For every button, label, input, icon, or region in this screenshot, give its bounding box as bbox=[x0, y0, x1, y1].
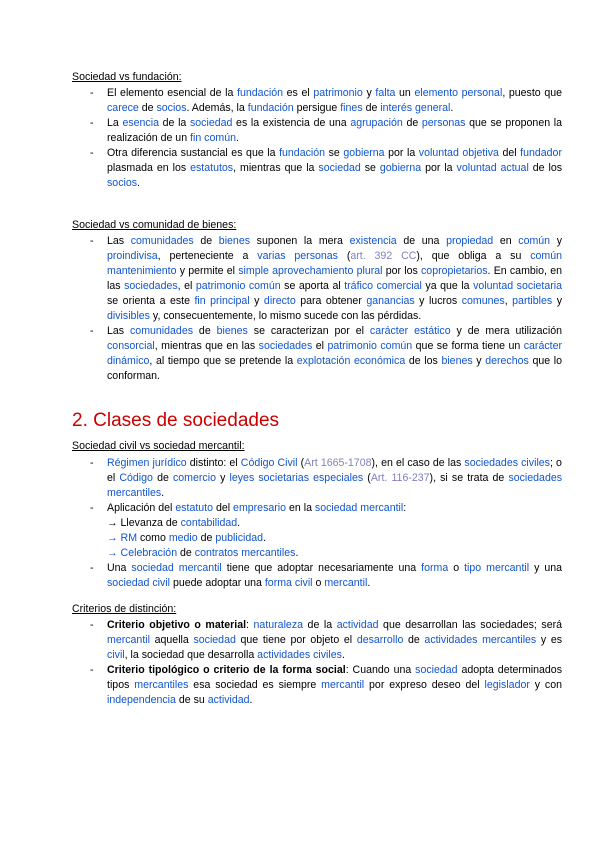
list-criterios bbox=[72, 618, 562, 708]
link[interactable]: patrimonio común bbox=[195, 280, 281, 292]
link[interactable]: esencia bbox=[122, 117, 159, 129]
list-item: - Una sociedad mercantil tiene que adoptar necesariamente una forma o tipo mercantil y una sociedad civil puede adoptar una forma civil o mercantil. bbox=[72, 561, 562, 591]
link[interactable]: mercantil bbox=[324, 577, 368, 589]
link[interactable]: Código bbox=[119, 472, 153, 484]
link[interactable]: publicidad bbox=[215, 532, 264, 544]
link[interactable]: comunidades bbox=[130, 235, 194, 247]
link[interactable]: RM bbox=[120, 532, 138, 544]
sub-item: → RM como medio de publicidad. bbox=[107, 532, 267, 544]
link[interactable]: forma bbox=[421, 562, 449, 574]
link[interactable]: fundación bbox=[279, 147, 326, 159]
link[interactable]: independencia bbox=[107, 694, 176, 706]
link[interactable]: actividades civiles bbox=[257, 649, 342, 661]
list-item: - Las comunidades de bienes suponen la mera existencia de una propiedad en común y proindivisa, perteneciente a varias personas (art. 392 CC), que obliga a su común mantenimiento y permite el simple aprovechamiento plural por los copropietarios. En cambio, en las sociedades, el patrimonio común se aporta al tráfico comercial ya que la voluntad societaria se orienta a este fin principal y directo para obtener ganancias y lucros comunes, partibles y divisibles y, consecuentemente, lo mismo sucede con las pérdidas. bbox=[72, 234, 562, 324]
list-item: - Criterio tipológico o criterio de la forma social: Cuando una sociedad adopta determinados tipos mercantiles esa sociedad es siempre mercantil por expreso deseo del legislador y con independencia de su actividad. bbox=[72, 663, 562, 708]
section-heading-criterios: Criterios de distinción: bbox=[72, 603, 177, 615]
link[interactable]: contratos mercantiles bbox=[194, 547, 296, 559]
reference-link[interactable]: art. 392 CC bbox=[350, 250, 417, 262]
link[interactable]: sociedades bbox=[124, 280, 178, 292]
link[interactable]: contabilidad bbox=[180, 517, 238, 529]
link[interactable]: comunes bbox=[461, 295, 505, 307]
link[interactable]: gobierna bbox=[343, 147, 385, 159]
link[interactable]: carece bbox=[107, 102, 139, 114]
link[interactable]: fines bbox=[340, 102, 363, 114]
link[interactable]: existencia bbox=[349, 235, 397, 247]
link[interactable]: voluntad objetiva bbox=[418, 147, 499, 159]
link[interactable]: común mantenimiento bbox=[107, 250, 562, 277]
link[interactable]: sociedad bbox=[415, 664, 458, 676]
link[interactable]: naturaleza bbox=[253, 619, 304, 631]
list-item: - Régimen jurídico distinto: el Código Civil (Art 1665-1708), en el caso de las sociedades civiles; o el Código de comercio y leyes societarias especiales (Art. 116-237), si se trata de sociedades mercantiles. bbox=[72, 456, 562, 501]
list-item: - Las comunidades de bienes se caracterizan por el carácter estático y de mera utilización consorcial, mientras que en las sociedades el patrimonio común que se forma tiene un carácter dinámico, al tiempo que se pretende la explotación económica de los bienes y derechos que lo conforman. bbox=[72, 324, 562, 384]
link[interactable]: mercantiles bbox=[134, 679, 189, 691]
link[interactable]: sociedades civiles bbox=[464, 457, 550, 469]
list-civil-mercantil bbox=[72, 456, 562, 591]
list-item: - Aplicación del estatuto del empresario en la sociedad mercantil: → Llevanza de contabilidad. → RM como medio de publicidad. → Celebración de contratos mercantiles. bbox=[72, 501, 562, 561]
list-item: - Otra diferencia sustancial es que la fundación se gobierna por la voluntad objetiva del fundador plasmada en los estatutos, mientras que la sociedad se gobierna por la voluntad actual de los socios. bbox=[72, 146, 562, 191]
link[interactable]: civil bbox=[107, 649, 125, 661]
link[interactable]: fin común bbox=[190, 132, 236, 144]
reference-link[interactable]: Art 1665-1708 bbox=[304, 457, 372, 469]
link[interactable]: sociedad bbox=[318, 162, 361, 174]
link[interactable]: patrimonio común bbox=[327, 340, 413, 352]
link[interactable]: socios bbox=[156, 102, 187, 114]
link[interactable]: bienes bbox=[216, 325, 248, 337]
link[interactable]: partibles bbox=[512, 295, 553, 307]
link[interactable]: común bbox=[518, 235, 551, 247]
link[interactable]: carácter dinámico bbox=[107, 340, 563, 367]
link[interactable]: simple aprovechamiento plural bbox=[238, 265, 383, 277]
list-item: - Criterio objetivo o material: naturaleza de la actividad que desarrollan las sociedades; será mercantil aquella sociedad que tiene por objeto el desarrollo de actividades mercantiles y es civil, la sociedad que desarrolla actividades civiles. bbox=[72, 618, 562, 663]
link[interactable]: proindivisa bbox=[107, 250, 158, 262]
section-title: 2. Clases de sociedades bbox=[72, 410, 280, 431]
link[interactable]: forma civil bbox=[264, 577, 313, 589]
sub-item: → Llevanza de contabilidad. bbox=[107, 517, 241, 529]
link[interactable]: patrimonio bbox=[313, 87, 363, 99]
link[interactable]: sociedad bbox=[193, 634, 236, 646]
link[interactable]: bienes bbox=[218, 235, 251, 247]
link[interactable]: derechos bbox=[485, 355, 529, 367]
link[interactable]: Código Civil bbox=[240, 457, 298, 469]
section-heading-civil-mercantil: Sociedad civil vs sociedad mercantil: bbox=[72, 440, 245, 452]
link[interactable]: tráfico comercial bbox=[344, 280, 422, 292]
link[interactable]: voluntad actual bbox=[456, 162, 529, 174]
link[interactable]: comercio bbox=[172, 472, 216, 484]
link[interactable]: agrupación bbox=[350, 117, 403, 129]
link[interactable]: desarrollo bbox=[356, 634, 404, 646]
link[interactable]: mercantil bbox=[321, 679, 365, 691]
link[interactable]: interés general bbox=[380, 102, 451, 114]
link[interactable]: fundación bbox=[247, 102, 294, 114]
link[interactable]: actividades mercantiles bbox=[424, 634, 537, 646]
link[interactable]: leyes societarias especiales bbox=[229, 472, 364, 484]
list-item: - La esencia de la sociedad es la existencia de una agrupación de personas que se proponen la realización de un fin común. bbox=[72, 116, 562, 146]
link[interactable]: legislador bbox=[484, 679, 530, 691]
link[interactable]: Celebración bbox=[120, 547, 178, 559]
link[interactable]: estatutos bbox=[190, 162, 234, 174]
link[interactable]: medio bbox=[168, 532, 198, 544]
link[interactable]: bienes bbox=[441, 355, 473, 367]
list-fundacion bbox=[72, 86, 562, 191]
link[interactable]: fundador bbox=[520, 147, 562, 159]
link[interactable]: divisibles bbox=[107, 310, 150, 322]
link[interactable]: voluntad societaria bbox=[473, 280, 562, 292]
section-heading-comunidad: Sociedad vs comunidad de bienes: bbox=[72, 219, 237, 231]
link[interactable]: propiedad bbox=[446, 235, 494, 247]
list-comunidad bbox=[72, 234, 562, 384]
link[interactable]: personas bbox=[421, 117, 466, 129]
link[interactable]: estatuto bbox=[175, 502, 214, 514]
link[interactable]: elemento personal bbox=[414, 87, 503, 99]
link[interactable]: empresario bbox=[233, 502, 287, 514]
section-heading-fundacion: Sociedad vs fundación: bbox=[72, 71, 182, 83]
link[interactable]: sociedades bbox=[258, 340, 313, 352]
link[interactable]: sociedad mercantil bbox=[131, 562, 222, 574]
link[interactable]: mercantil bbox=[107, 634, 150, 646]
link[interactable]: sociedades mercantiles bbox=[107, 472, 563, 499]
link[interactable]: sociedad civil bbox=[107, 577, 171, 589]
link[interactable]: socios bbox=[107, 177, 138, 189]
link[interactable]: copropietarios bbox=[421, 265, 488, 277]
link[interactable]: tipo mercantil bbox=[464, 562, 530, 574]
link[interactable]: ganancias bbox=[366, 295, 415, 307]
link[interactable]: sociedad mercantil bbox=[314, 502, 404, 514]
link[interactable]: directo bbox=[263, 295, 296, 307]
link[interactable]: falta bbox=[375, 87, 396, 99]
link[interactable]: fin principal bbox=[194, 295, 250, 307]
link[interactable]: explotación económica bbox=[296, 355, 406, 367]
link[interactable]: gobierna bbox=[379, 162, 422, 174]
link[interactable]: actividad bbox=[336, 619, 379, 631]
link[interactable]: varias personas bbox=[257, 250, 338, 262]
link[interactable]: carácter estático bbox=[369, 325, 451, 337]
reference-link[interactable]: Art. 116-237 bbox=[370, 472, 430, 484]
sub-item: → Celebración de contratos mercantiles. bbox=[107, 547, 299, 559]
link[interactable]: comunidades bbox=[130, 325, 194, 337]
link[interactable]: Régimen jurídico bbox=[107, 457, 187, 469]
link[interactable]: consorcial bbox=[107, 340, 155, 352]
list-item: - El elemento esencial de la fundación es el patrimonio y falta un elemento personal, puesto que carece de socios. Además, la fundación persigue fines de interés general. bbox=[72, 86, 562, 116]
link[interactable]: actividad bbox=[207, 694, 250, 706]
link[interactable]: fundación bbox=[237, 87, 284, 99]
link[interactable]: sociedad bbox=[189, 117, 233, 129]
